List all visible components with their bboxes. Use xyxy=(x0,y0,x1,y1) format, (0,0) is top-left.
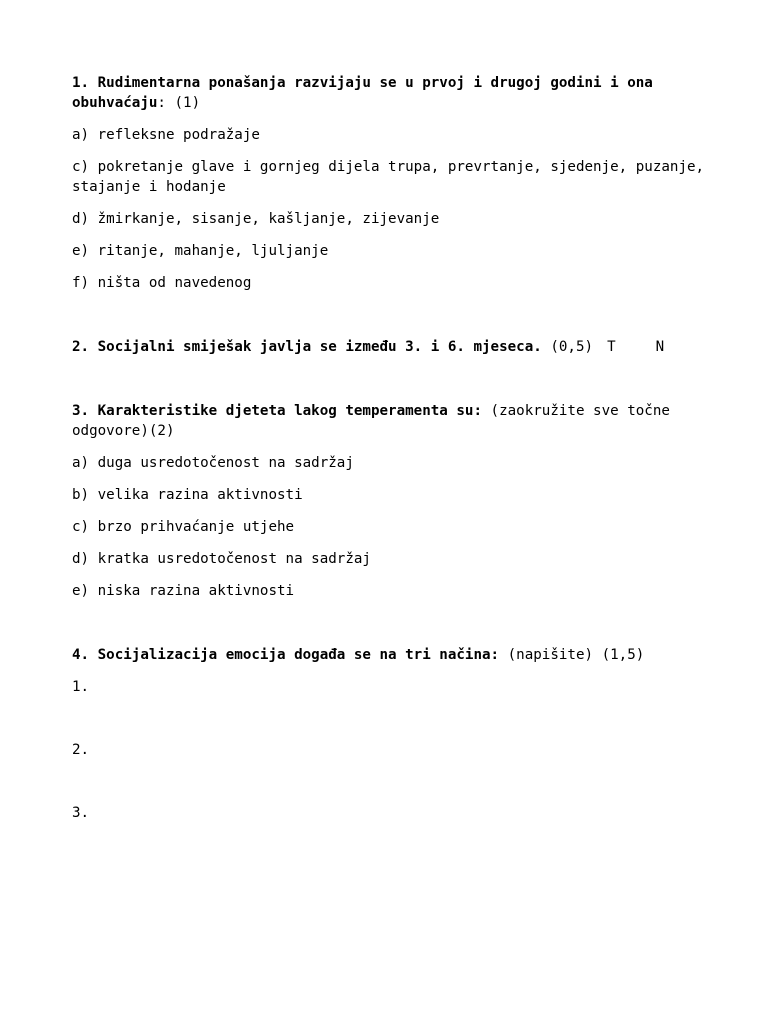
question-3-header xyxy=(72,401,732,441)
question-4-header xyxy=(72,645,732,665)
question-1-option-d[interactable]: d) žmirkanje, sisanje, kašljanje, zijevanje xyxy=(72,211,440,227)
question-3 xyxy=(72,401,732,601)
question-3-option-c[interactable]: c) brzo prihvaćanje utjehe xyxy=(72,519,295,535)
question-3-option-b[interactable]: b) velika razina aktivnosti xyxy=(72,487,303,503)
question-1-option-e[interactable]: e) ritanje, mahanje, ljuljanje xyxy=(72,243,329,259)
question-2-title: 2. Socijalni smiješak javlja se između 3. i 6. mjeseca. xyxy=(72,339,542,355)
question-3-option-e[interactable]: e) niska razina aktivnosti xyxy=(72,583,295,599)
question-1-points: : (1) xyxy=(157,95,201,111)
question-3-title: 3. Karakteristike djeteta lakog temperamenta su: xyxy=(72,403,482,419)
answer-line-3[interactable]: 3. xyxy=(72,805,90,821)
true-false-choices xyxy=(593,337,664,357)
question-4-title: 4. Socijalizacija emocija događa se na tri načina: xyxy=(72,647,500,663)
question-2-points: (0,5) xyxy=(550,339,594,355)
question-3-instruction: (zaokružite sve točne odgovore)(2) xyxy=(72,403,670,439)
true-choice[interactable]: T xyxy=(607,339,616,355)
question-3-option-d[interactable]: d) kratka usredotočenost na sadržaj xyxy=(72,551,371,567)
question-1-title: 1. Rudimentarna ponašanja razvijaju se u prvoj i drugoj godini i ona obuhvaćaju xyxy=(72,75,653,111)
question-4-instruction: (napišite) (1,5) xyxy=(507,647,645,663)
question-3-option-a[interactable]: a) duga usredotočenost na sadržaj xyxy=(72,455,354,471)
answer-line-2[interactable]: 2. xyxy=(72,742,90,758)
answer-line-1[interactable]: 1. xyxy=(72,679,90,695)
question-2 xyxy=(72,337,732,357)
question-1-header xyxy=(72,73,732,113)
question-1-option-c[interactable]: c) pokretanje glave i gornjeg dijela trupa, prevrtanje, sjedenje, puzanje, stajanje i hodanje xyxy=(72,159,705,195)
question-1 xyxy=(72,73,732,293)
false-choice[interactable]: N xyxy=(655,339,665,355)
document-page xyxy=(72,73,732,823)
question-1-option-f[interactable]: f) ništa od navedenog xyxy=(72,275,252,291)
question-1-option-a[interactable]: a) refleksne podražaje xyxy=(72,127,260,143)
question-4 xyxy=(72,645,732,823)
